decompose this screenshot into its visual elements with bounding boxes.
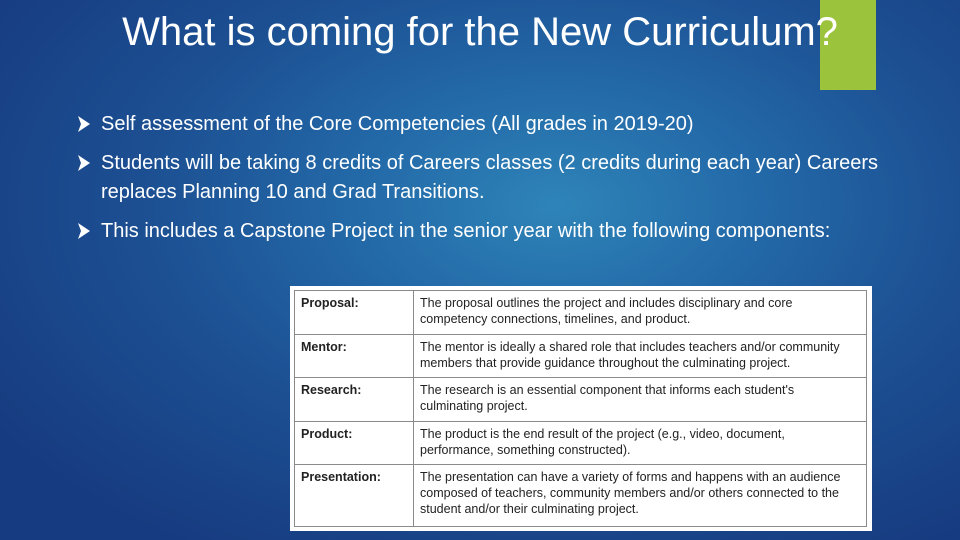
bullet-item — [76, 217, 916, 246]
table-cell-description: The mentor is ideally a shared role that includes teachers and/or community members that provide guidance throughout the culminating project. — [414, 334, 867, 378]
table-row — [295, 421, 867, 465]
table-cell-description: The research is an essential component that informs each student's culminating project. — [414, 378, 867, 422]
table-cell-term: Presentation: — [295, 465, 414, 527]
table-cell-description: The presentation can have a variety of forms and happens with an audience composed of teachers, community members and/or others connected to the student and/or their culminating project. — [414, 465, 867, 527]
arrow-bullet-icon — [76, 114, 92, 134]
table-cell-term: Product: — [295, 421, 414, 465]
bullet-text: Students will be taking 8 credits of Careers classes (2 credits during each year) Careers replaces Planning 10 and Grad Transitions. — [101, 152, 879, 203]
table-row — [295, 291, 867, 335]
bullet-list — [76, 110, 916, 256]
slide-title: What is coming for the New Curriculum? — [122, 10, 838, 54]
table-cell-term: Proposal: — [295, 291, 414, 335]
table-row — [295, 465, 867, 527]
arrow-bullet-icon — [76, 153, 92, 173]
capstone-components-table-image — [290, 286, 872, 531]
table-cell-description: The product is the end result of the project (e.g., video, document, performance, something constructed). — [414, 421, 867, 465]
capstone-components-table — [294, 290, 867, 527]
table-cell-term: Research: — [295, 378, 414, 422]
table-row — [295, 334, 867, 378]
bullet-item — [76, 149, 916, 207]
arrow-bullet-icon — [76, 221, 92, 241]
table-cell-term: Mentor: — [295, 334, 414, 378]
table-cell-description: The proposal outlines the project and includes disciplinary and core competency connections, timelines, and product. — [414, 291, 867, 335]
bullet-text: This includes a Capstone Project in the senior year with the following components: — [101, 220, 831, 242]
bullet-text: Self assessment of the Core Competencies (All grades in 2019-20) — [101, 113, 694, 135]
bullet-item — [76, 110, 916, 139]
table-row — [295, 378, 867, 422]
